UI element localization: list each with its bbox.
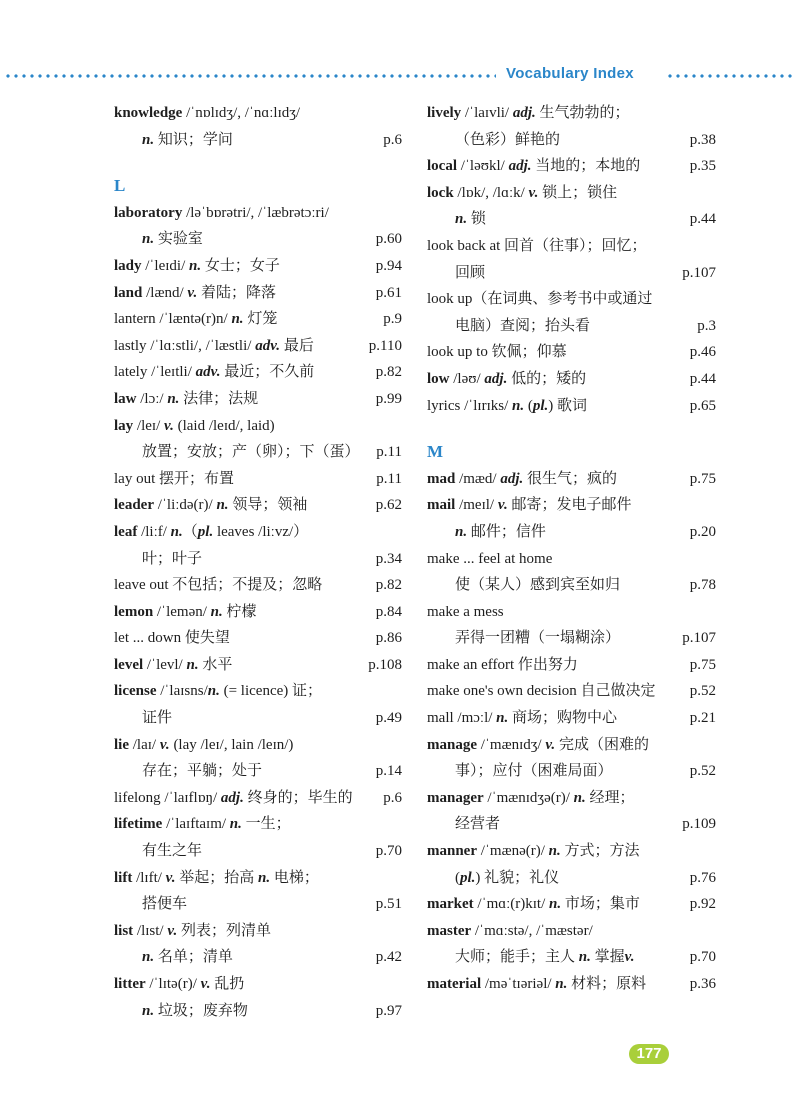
part-of-speech: v. <box>159 736 170 753</box>
index-entry-line <box>114 226 402 253</box>
part-of-speech: adj. <box>500 470 524 487</box>
headword: master <box>427 922 472 939</box>
index-entry-line <box>427 180 716 207</box>
index-entry-line <box>114 280 402 307</box>
definition: ) 歌词 <box>548 397 588 414</box>
page-reference: p.9 <box>383 311 402 328</box>
headword: mad <box>427 470 456 487</box>
index-entry-line <box>427 313 716 340</box>
definition: 举起；抬高 <box>175 869 259 886</box>
definition: 市场；集市 <box>561 896 640 913</box>
definition: make one's own decision 自己做决定 <box>427 683 656 700</box>
right-column <box>427 100 716 998</box>
page-reference: p.34 <box>375 550 402 567</box>
phonetic: /ˈmænə(r)/ <box>477 843 549 860</box>
index-entry-line <box>427 127 716 154</box>
index-entry-line <box>427 678 716 705</box>
part-of-speech: n. <box>258 869 271 886</box>
part-of-speech: n. <box>216 497 229 514</box>
part-of-speech: n. <box>548 843 561 860</box>
definition: 实验室 <box>154 231 203 248</box>
index-entry-line <box>427 233 716 260</box>
definition: lifelong /ˈlaɪflɒŋ/ <box>114 789 221 806</box>
headword: laboratory <box>114 204 183 221</box>
definition: 锁上；锁住 <box>538 184 618 201</box>
index-entry-line <box>427 652 716 679</box>
index-entry-line <box>427 492 716 519</box>
phonetic: /lɔː/ <box>136 390 168 407</box>
definition: 材料；原料 <box>567 976 647 992</box>
definition: look up（在词典、参考书中或通过 <box>427 291 653 308</box>
definition: ( <box>455 869 460 886</box>
definition: leaves /liːvz/） <box>213 523 309 540</box>
index-entry-line <box>114 572 402 599</box>
header-title: Vocabulary Index <box>506 65 634 82</box>
definition: look up to 钦佩；仰慕 <box>427 344 567 361</box>
index-entry-line <box>427 466 716 493</box>
definition: 女士；女子 <box>201 257 280 274</box>
part-of-speech: v. <box>545 736 556 753</box>
headword: manner <box>427 843 477 860</box>
page-reference: p.49 <box>375 710 402 727</box>
page-reference: p.35 <box>689 158 716 175</box>
part-of-speech: n. <box>189 257 202 274</box>
index-entry-line <box>427 206 716 233</box>
index-entry-line <box>427 865 716 892</box>
index-entry-line <box>114 678 402 705</box>
page-reference: p.76 <box>689 869 716 886</box>
definition: 完成（困难的 <box>555 736 649 753</box>
phonetic: /ˈlevl/ <box>143 656 187 673</box>
page-reference: p.60 <box>375 231 402 248</box>
part-of-speech: adv. <box>195 364 221 381</box>
headword: leader <box>114 497 154 514</box>
index-entry-line <box>114 785 402 812</box>
headword: lay <box>114 417 134 434</box>
definition: 最后 <box>280 337 314 354</box>
headword: lady <box>114 257 142 274</box>
header-dotted-rule-right <box>666 74 796 78</box>
definition: 邮寄；发电子邮件 <box>507 497 632 514</box>
page-reference: p.109 <box>682 816 716 833</box>
definition: 生气勃勃的； <box>535 105 630 121</box>
part-of-speech: n. <box>455 523 468 540</box>
page-reference: p.70 <box>375 843 402 860</box>
page-reference: p.6 <box>383 131 402 148</box>
definition: 存在；平躺；处于 <box>142 763 263 780</box>
index-entry-line <box>114 413 402 440</box>
page-reference: p.36 <box>689 976 716 992</box>
header-dotted-rule-left <box>4 74 496 78</box>
page-reference: p.97 <box>375 1002 402 1019</box>
headword: land <box>114 284 143 301</box>
page-reference: p.44 <box>689 370 716 387</box>
part-of-speech: n. <box>455 211 468 228</box>
part-of-speech: v. <box>165 869 176 886</box>
definition: 一生； <box>241 816 291 833</box>
definition: 水平 <box>198 656 233 673</box>
part-of-speech: v. <box>167 922 178 939</box>
page-reference: p.38 <box>689 131 716 148</box>
definition: 邮件；信件 <box>467 523 546 540</box>
part-of-speech: n. <box>210 603 223 620</box>
index-entry-line <box>114 918 402 945</box>
definition: lastly /ˈlɑːstli/, /ˈlæstli/ <box>114 337 256 354</box>
page-reference: p.3 <box>697 317 716 334</box>
part-of-speech: n. <box>573 789 586 806</box>
index-entry-line <box>114 838 402 865</box>
definition: 灯笼 <box>243 311 278 328</box>
headword: mail <box>427 497 456 514</box>
headword: lively <box>427 105 462 121</box>
index-entry-line <box>114 127 402 154</box>
definition: 低的；矮的 <box>507 370 587 387</box>
part-of-speech: v. <box>164 417 174 434</box>
phonetic: /ˈmænɪdʒə(r)/ <box>483 789 574 806</box>
page-reference: p.99 <box>375 390 402 407</box>
page-reference: p.52 <box>689 683 716 700</box>
page-header <box>0 64 800 88</box>
definition: lately /ˈleɪtli/ <box>114 364 196 381</box>
index-entry-line <box>114 546 402 573</box>
phonetic: /ləʊ/ <box>449 370 485 387</box>
headword: leaf <box>114 523 138 540</box>
headword: list <box>114 922 134 939</box>
part-of-speech: adj. <box>512 105 536 121</box>
phonetic: /ˈnɒlɪdʒ/, /ˈnɑːlɪdʒ/ <box>182 105 301 121</box>
headword: lie <box>114 736 129 753</box>
part-of-speech: n. <box>231 311 244 328</box>
phonetic: /laɪ/ <box>129 736 160 753</box>
headword: litter <box>114 976 146 992</box>
index-entry-line <box>114 306 402 333</box>
definition: (laid /leɪd/, laid) <box>173 417 275 434</box>
part-of-speech: n. <box>496 710 509 727</box>
phonetic: /lɪst/ <box>133 922 168 939</box>
definition: 回顾 <box>455 264 486 281</box>
index-entry-line <box>427 339 716 366</box>
page-reference: p.84 <box>375 603 402 620</box>
page-reference: p.62 <box>375 497 402 514</box>
page-reference: p.6 <box>383 789 402 806</box>
definition: 着陆；降落 <box>197 284 276 301</box>
page-reference: p.14 <box>375 763 402 780</box>
index-entry-line <box>114 359 402 386</box>
definition: 电梯； <box>270 869 319 886</box>
part-of-speech: v. <box>200 976 211 992</box>
part-of-speech: n. <box>555 976 568 992</box>
definition: 最近；不久前 <box>220 364 315 381</box>
part-of-speech: n. <box>549 896 562 913</box>
definition: 使（某人）感到宾至如归 <box>455 577 621 594</box>
page-reference: p.44 <box>689 211 716 228</box>
definition: （色彩）鲜艳的 <box>455 131 561 148</box>
definition: 领导；领袖 <box>228 497 308 514</box>
page-reference: p.42 <box>375 949 402 966</box>
index-entry-line <box>114 253 402 280</box>
part-of-speech: n. <box>142 131 155 148</box>
part-of-speech: pl. <box>460 869 476 886</box>
definition: lay out 摆开；布置 <box>114 470 234 487</box>
definition: let ... down 使失望 <box>114 630 230 647</box>
index-entry-line <box>114 891 402 918</box>
definition: (lay /leɪ/, lain /leɪn/) <box>169 736 294 753</box>
part-of-speech: v. <box>187 284 198 301</box>
definition: 掌握 <box>590 949 625 966</box>
headword: knowledge <box>114 105 183 121</box>
phonetic: /ˈlemən/ <box>153 603 211 620</box>
headword: lock <box>427 184 454 201</box>
page-number-badge: 177 <box>629 1044 669 1064</box>
definition: look back at 回首（往事）；回忆； <box>427 237 647 254</box>
definition: 商场；购物中心 <box>508 710 618 727</box>
definition: (= licence) 证； <box>219 683 323 700</box>
phonetic: /ˈmɑː(r)kɪt/ <box>473 896 549 913</box>
headword: lifetime <box>114 816 163 833</box>
definition: lantern /ˈlæntə(r)n/ <box>114 311 232 328</box>
index-entry-line <box>114 333 402 360</box>
index-entry-line <box>114 944 402 971</box>
headword: license <box>114 683 157 700</box>
page-reference: p.70 <box>689 949 716 966</box>
index-entry-line <box>427 625 716 652</box>
page-reference: p.108 <box>368 656 402 673</box>
definition: make a mess <box>427 603 504 620</box>
definition: 知识；学问 <box>154 131 233 148</box>
definition: make ... feel at home <box>427 550 553 567</box>
phonetic: /ˈmænɪdʒ/ <box>477 736 546 753</box>
index-entry-line <box>114 865 402 892</box>
index-entry-line <box>114 492 402 519</box>
page-reference: p.107 <box>682 630 716 647</box>
part-of-speech: pl. <box>197 523 214 540</box>
part-of-speech: v. <box>497 497 508 514</box>
left-column <box>114 100 402 1024</box>
index-entry-line <box>427 785 716 812</box>
phonetic: /lænd/ <box>142 284 188 301</box>
index-entry-line <box>427 153 716 180</box>
index-entry-line <box>427 393 716 420</box>
definition: 经理； <box>585 789 635 806</box>
headword: law <box>114 390 137 407</box>
page-reference: p.11 <box>376 470 402 487</box>
headword: manager <box>427 789 484 806</box>
part-of-speech: n. <box>578 949 591 966</box>
part-of-speech: n. <box>167 390 180 407</box>
phonetic: /məˈtɪəriəl/ <box>481 976 556 992</box>
index-entry-line <box>427 100 716 127</box>
page-reference: p.107 <box>682 264 716 281</box>
headword: material <box>427 976 482 992</box>
index-entry-line <box>114 758 402 785</box>
index-entry-line <box>427 918 716 945</box>
definition: 事）；应付（困难局面） <box>455 763 613 780</box>
section-letter: M <box>427 442 444 462</box>
index-entry-line <box>114 439 402 466</box>
definition: 列表；列清单 <box>177 922 271 939</box>
phonetic: /ˈliːdə(r)/ <box>153 497 217 514</box>
part-of-speech: adv. <box>255 337 281 354</box>
definition: 大师；能手；主人 <box>455 949 579 966</box>
index-entry-line <box>114 386 402 413</box>
definition: 终身的；毕生的 <box>243 789 353 806</box>
index-entry-line <box>427 838 716 865</box>
index-entry-line <box>427 519 716 546</box>
definition: 当地的；本地的 <box>531 158 641 175</box>
phonetic: /liːf/ <box>137 523 171 540</box>
definition: 有生之年 <box>142 843 203 860</box>
part-of-speech: n. <box>186 656 199 673</box>
index-entry-line <box>427 286 716 313</box>
definition: 经营者 <box>455 816 501 833</box>
index-entry-line <box>114 811 402 838</box>
section-letter: L <box>114 176 126 196</box>
index-entry-line <box>114 100 402 127</box>
phonetic: /ˈləʊkl/ <box>457 158 509 175</box>
definition: 电脑）查阅；抬头看 <box>455 317 591 334</box>
part-of-speech: n. <box>229 816 242 833</box>
headword: lemon <box>114 603 154 620</box>
phonetic: /ləˈbɒrətri/, /ˈlæbrətɔːri/ <box>182 204 329 221</box>
page-reference: p.11 <box>376 444 402 461</box>
index-entry-line <box>427 732 716 759</box>
phonetic: /ˈlɪtə(r)/ <box>145 976 201 992</box>
index-entry-line <box>427 811 716 838</box>
index-entry-line <box>427 366 716 393</box>
definition: 弄得一团糟（一塌糊涂） <box>455 630 621 647</box>
page-reference: p.75 <box>689 656 716 673</box>
definition: lyrics /ˈlɪrɪks/ <box>427 397 512 414</box>
part-of-speech: n. <box>142 1002 155 1019</box>
index-entry-line <box>114 732 402 759</box>
part-of-speech: adj. <box>508 158 532 175</box>
page-reference: p.51 <box>375 896 402 913</box>
phonetic: /lɒk/, /lɑːk/ <box>453 184 529 201</box>
index-entry-line <box>114 200 402 227</box>
definition: 乱扔 <box>210 976 245 992</box>
index-entry-line <box>427 572 716 599</box>
page-reference: p.92 <box>689 896 716 913</box>
page-reference: p.21 <box>689 710 716 727</box>
definition: 锁 <box>467 211 486 228</box>
part-of-speech: n. <box>142 231 155 248</box>
page-reference: p.86 <box>375 630 402 647</box>
phonetic: /ˈlaɪsns/ <box>156 683 208 700</box>
part-of-speech: adj. <box>484 370 508 387</box>
definition: make an effort 作出努力 <box>427 656 578 673</box>
index-entry-line <box>114 625 402 652</box>
definition: 垃圾；废弃物 <box>154 1002 248 1019</box>
part-of-speech: v. <box>528 184 539 201</box>
headword: low <box>427 370 450 387</box>
index-entry-line <box>427 599 716 626</box>
page-reference: p.75 <box>689 470 716 487</box>
page-reference: p.52 <box>689 763 716 780</box>
definition: leave out 不包括；不提及；忽略 <box>114 577 323 594</box>
page-reference: p.78 <box>689 577 716 594</box>
definition: 很生气；疯的 <box>523 470 618 487</box>
phonetic: /leɪ/ <box>133 417 164 434</box>
part-of-speech: n. <box>207 683 220 700</box>
part-of-speech: v. <box>624 949 635 966</box>
page-reference: p.82 <box>375 364 402 381</box>
part-of-speech: pl. <box>532 397 549 414</box>
index-entry-line <box>427 260 716 287</box>
phonetic: /ˈlaɪvli/ <box>461 105 513 121</box>
definition: 柠檬 <box>222 603 257 620</box>
phonetic: /ˈmɑːstə/, /ˈmæstər/ <box>471 922 593 939</box>
index-entry-line <box>114 652 402 679</box>
headword: level <box>114 656 144 673</box>
definition: 名单；清单 <box>154 949 233 966</box>
headword: lift <box>114 869 133 886</box>
index-entry-line <box>114 519 402 546</box>
index-entry-line <box>427 891 716 918</box>
phonetic: /ˈlaɪftaɪm/ <box>162 816 230 833</box>
phonetic: /meɪl/ <box>455 497 498 514</box>
index-entry-line <box>427 705 716 732</box>
definition: 方式；方法 <box>560 843 640 860</box>
page-reference: p.65 <box>689 397 716 414</box>
definition: ( <box>524 397 533 414</box>
page-reference: p.20 <box>689 523 716 540</box>
definition: 放置；安放；产（卵）；下（蛋） <box>142 444 360 461</box>
phonetic: /ˈleɪdi/ <box>141 257 190 274</box>
page-reference: p.61 <box>375 284 402 301</box>
index-entry-line <box>427 758 716 785</box>
index-entry-line <box>427 546 716 573</box>
page-reference: p.46 <box>689 344 716 361</box>
definition: 搭便车 <box>142 896 188 913</box>
definition: 证件 <box>142 710 173 727</box>
index-entry-line <box>114 971 402 998</box>
definition: ) 礼貌；礼仪 <box>475 869 560 886</box>
phonetic: /mæd/ <box>455 470 501 487</box>
index-entry-line <box>114 599 402 626</box>
index-entry-line <box>114 466 402 493</box>
index-entry-line <box>114 705 402 732</box>
definition: （ <box>182 523 198 540</box>
page-reference: p.94 <box>375 257 402 274</box>
page-reference: p.110 <box>368 337 402 354</box>
index-entry-line <box>114 998 402 1025</box>
headword: local <box>427 158 457 175</box>
part-of-speech: n. <box>142 949 155 966</box>
definition: 法律；法规 <box>179 390 259 407</box>
part-of-speech: adj. <box>220 789 244 806</box>
headword: manage <box>427 736 477 753</box>
index-entry-line <box>427 971 716 998</box>
page-reference: p.82 <box>375 577 402 594</box>
headword: market <box>427 896 474 913</box>
phonetic: /lɪft/ <box>132 869 166 886</box>
index-entry-line <box>427 944 716 971</box>
definition: 叶；叶子 <box>142 550 203 567</box>
part-of-speech: n. <box>512 397 525 414</box>
part-of-speech: n. <box>170 523 183 540</box>
definition: mall /mɔːl/ <box>427 710 497 727</box>
